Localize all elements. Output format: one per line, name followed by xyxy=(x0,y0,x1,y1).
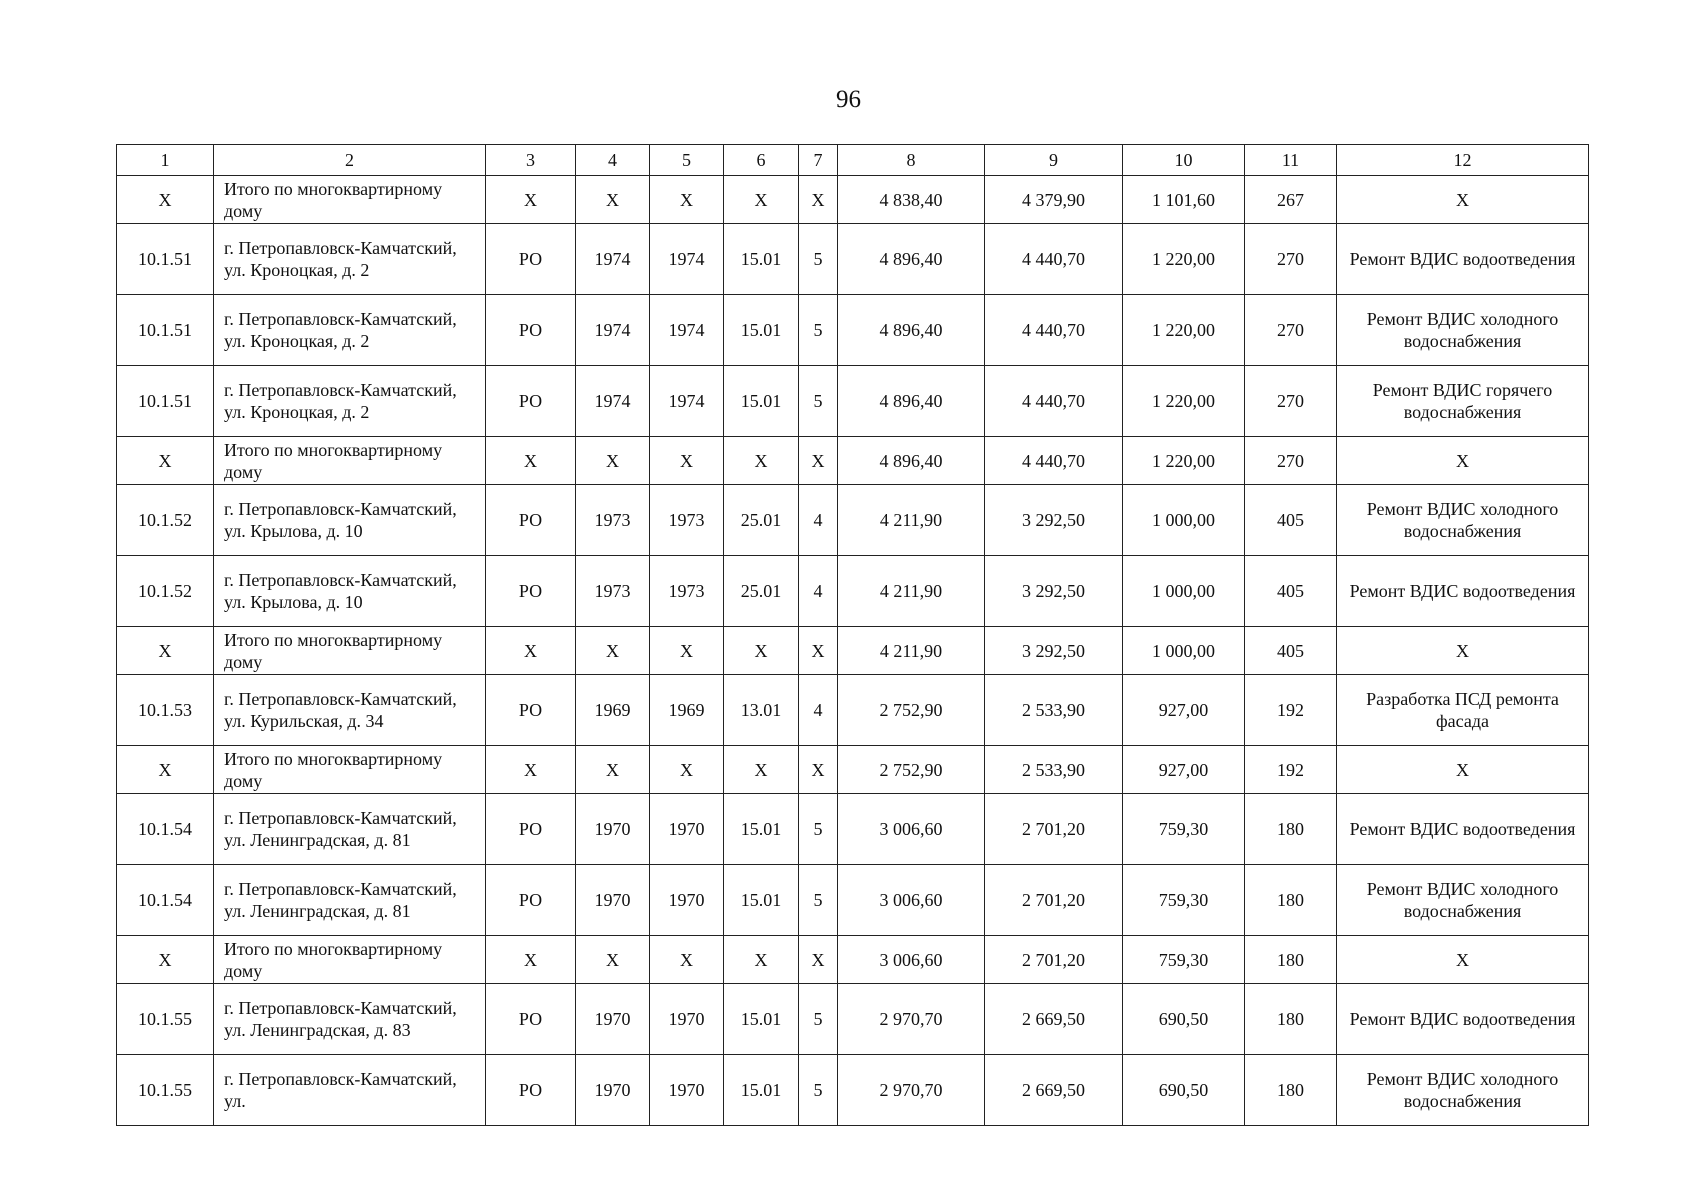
build-year-cell: 1970 xyxy=(576,1055,650,1126)
build-year-cell: 1970 xyxy=(576,794,650,865)
work-type-cell: Ремонт ВДИС горячего водоснабжения xyxy=(1337,366,1589,437)
commissioning-year-cell: 1974 xyxy=(650,366,724,437)
residential-area-cell: 4 379,90 xyxy=(985,176,1123,224)
common-area-cell: 1 000,00 xyxy=(1123,627,1245,675)
residential-area-cell: 2 669,50 xyxy=(985,1055,1123,1126)
commissioning-year-cell: 1970 xyxy=(650,984,724,1055)
total-area-cell: 4 211,90 xyxy=(838,556,985,627)
ownership-method-cell: РО xyxy=(486,865,576,936)
floors-cell: X xyxy=(799,176,838,224)
table-row xyxy=(117,556,1589,627)
wall-material-cell: X xyxy=(724,746,799,794)
total-area-cell: 4 211,90 xyxy=(838,627,985,675)
address-cell: Итого по многоквартирному дому xyxy=(214,746,486,794)
address-cell: г. Петропавловск-Камчатский, ул. Курильская, д. 34 xyxy=(214,675,486,746)
column-number: 2 xyxy=(214,145,486,176)
ownership-method-cell: X xyxy=(486,176,576,224)
table-row xyxy=(117,675,1589,746)
work-type-cell: Ремонт ВДИС холодного водоснабжения xyxy=(1337,295,1589,366)
column-number: 9 xyxy=(985,145,1123,176)
residents-count-cell: 270 xyxy=(1245,437,1337,485)
common-area-cell: 759,30 xyxy=(1123,865,1245,936)
ownership-method-cell: X xyxy=(486,437,576,485)
column-number: 7 xyxy=(799,145,838,176)
row-number-cell: 10.1.51 xyxy=(117,366,214,437)
residents-count-cell: 267 xyxy=(1245,176,1337,224)
common-area-cell: 927,00 xyxy=(1123,675,1245,746)
common-area-cell: 927,00 xyxy=(1123,746,1245,794)
commissioning-year-cell: X xyxy=(650,746,724,794)
common-area-cell: 759,30 xyxy=(1123,794,1245,865)
residential-area-cell: 2 701,20 xyxy=(985,794,1123,865)
row-number-cell: X xyxy=(117,437,214,485)
residents-count-cell: 405 xyxy=(1245,556,1337,627)
total-row xyxy=(117,176,1589,224)
total-row xyxy=(117,746,1589,794)
page-number: 96 xyxy=(836,86,861,113)
total-row xyxy=(117,437,1589,485)
column-number-row xyxy=(117,145,1589,176)
floors-cell: 5 xyxy=(799,1055,838,1126)
row-number-cell: 10.1.51 xyxy=(117,224,214,295)
total-area-cell: 4 896,40 xyxy=(838,295,985,366)
build-year-cell: 1974 xyxy=(576,295,650,366)
floors-cell: 5 xyxy=(799,295,838,366)
build-year-cell: 1973 xyxy=(576,485,650,556)
row-number-cell: X xyxy=(117,627,214,675)
build-year-cell: 1970 xyxy=(576,984,650,1055)
work-type-cell: X xyxy=(1337,176,1589,224)
wall-material-cell: 15.01 xyxy=(724,224,799,295)
build-year-cell: X xyxy=(576,176,650,224)
ownership-method-cell: РО xyxy=(486,485,576,556)
total-area-cell: 2 752,90 xyxy=(838,675,985,746)
total-area-cell: 4 896,40 xyxy=(838,224,985,295)
repair-program-table xyxy=(116,144,1589,1126)
common-area-cell: 1 220,00 xyxy=(1123,437,1245,485)
work-type-cell: X xyxy=(1337,746,1589,794)
total-area-cell: 2 752,90 xyxy=(838,746,985,794)
total-area-cell: 3 006,60 xyxy=(838,794,985,865)
wall-material-cell: 15.01 xyxy=(724,366,799,437)
total-area-cell: 4 896,40 xyxy=(838,437,985,485)
commissioning-year-cell: X xyxy=(650,176,724,224)
column-number: 6 xyxy=(724,145,799,176)
residential-area-cell: 2 701,20 xyxy=(985,865,1123,936)
build-year-cell: 1969 xyxy=(576,675,650,746)
build-year-cell: 1974 xyxy=(576,224,650,295)
address-cell: Итого по многоквартирному дому xyxy=(214,627,486,675)
common-area-cell: 1 220,00 xyxy=(1123,295,1245,366)
work-type-cell: Ремонт ВДИС водоотведения xyxy=(1337,556,1589,627)
build-year-cell: X xyxy=(576,437,650,485)
total-row xyxy=(117,627,1589,675)
residents-count-cell: 180 xyxy=(1245,865,1337,936)
wall-material-cell: 25.01 xyxy=(724,556,799,627)
floors-cell: 5 xyxy=(799,366,838,437)
wall-material-cell: X xyxy=(724,176,799,224)
work-type-cell: Ремонт ВДИС холодного водоснабжения xyxy=(1337,485,1589,556)
row-number-cell: 10.1.55 xyxy=(117,984,214,1055)
ownership-method-cell: X xyxy=(486,936,576,984)
commissioning-year-cell: 1970 xyxy=(650,1055,724,1126)
ownership-method-cell: РО xyxy=(486,224,576,295)
build-year-cell: X xyxy=(576,746,650,794)
commissioning-year-cell: X xyxy=(650,627,724,675)
column-number: 4 xyxy=(576,145,650,176)
work-type-cell: X xyxy=(1337,437,1589,485)
total-area-cell: 3 006,60 xyxy=(838,865,985,936)
wall-material-cell: X xyxy=(724,437,799,485)
work-type-cell: Ремонт ВДИС водоотведения xyxy=(1337,794,1589,865)
row-number-cell: 10.1.52 xyxy=(117,556,214,627)
table-row xyxy=(117,1055,1589,1126)
total-row xyxy=(117,936,1589,984)
row-number-cell: X xyxy=(117,176,214,224)
column-number: 1 xyxy=(117,145,214,176)
floors-cell: 4 xyxy=(799,675,838,746)
wall-material-cell: X xyxy=(724,936,799,984)
common-area-cell: 690,50 xyxy=(1123,984,1245,1055)
row-number-cell: 10.1.55 xyxy=(117,1055,214,1126)
total-area-cell: 2 970,70 xyxy=(838,984,985,1055)
residents-count-cell: 270 xyxy=(1245,366,1337,437)
common-area-cell: 690,50 xyxy=(1123,1055,1245,1126)
work-type-cell: Ремонт ВДИС водоотведения xyxy=(1337,224,1589,295)
work-type-cell: Ремонт ВДИС водоотведения xyxy=(1337,984,1589,1055)
ownership-method-cell: РО xyxy=(486,295,576,366)
wall-material-cell: X xyxy=(724,627,799,675)
commissioning-year-cell: 1973 xyxy=(650,556,724,627)
ownership-method-cell: РО xyxy=(486,1055,576,1126)
address-cell: г. Петропавловск-Камчатский, ул. Кроноцкая, д. 2 xyxy=(214,366,486,437)
commissioning-year-cell: 1970 xyxy=(650,865,724,936)
column-number: 10 xyxy=(1123,145,1245,176)
total-area-cell: 2 970,70 xyxy=(838,1055,985,1126)
floors-cell: 4 xyxy=(799,485,838,556)
column-number: 3 xyxy=(486,145,576,176)
build-year-cell: 1973 xyxy=(576,556,650,627)
table-row xyxy=(117,485,1589,556)
address-cell: г. Петропавловск-Камчатский, ул. Ленинградская, д. 81 xyxy=(214,865,486,936)
commissioning-year-cell: 1970 xyxy=(650,794,724,865)
floors-cell: 5 xyxy=(799,865,838,936)
residential-area-cell: 2 533,90 xyxy=(985,746,1123,794)
work-type-cell: Разработка ПСД ремонта фасада xyxy=(1337,675,1589,746)
ownership-method-cell: РО xyxy=(486,984,576,1055)
residents-count-cell: 405 xyxy=(1245,627,1337,675)
address-cell: г. Петропавловск-Камчатский, ул. xyxy=(214,1055,486,1126)
row-number-cell: 10.1.51 xyxy=(117,295,214,366)
total-area-cell: 3 006,60 xyxy=(838,936,985,984)
ownership-method-cell: X xyxy=(486,627,576,675)
address-cell: Итого по многоквартирному дому xyxy=(214,176,486,224)
commissioning-year-cell: 1973 xyxy=(650,485,724,556)
row-number-cell: X xyxy=(117,746,214,794)
residents-count-cell: 180 xyxy=(1245,936,1337,984)
wall-material-cell: 25.01 xyxy=(724,485,799,556)
address-cell: Итого по многоквартирному дому xyxy=(214,437,486,485)
floors-cell: 5 xyxy=(799,794,838,865)
wall-material-cell: 15.01 xyxy=(724,984,799,1055)
column-number: 12 xyxy=(1337,145,1589,176)
floors-cell: 4 xyxy=(799,556,838,627)
residential-area-cell: 3 292,50 xyxy=(985,556,1123,627)
residents-count-cell: 192 xyxy=(1245,746,1337,794)
floors-cell: X xyxy=(799,936,838,984)
row-number-cell: X xyxy=(117,936,214,984)
address-cell: г. Петропавловск-Камчатский, ул. Кроноцкая, д. 2 xyxy=(214,224,486,295)
address-cell: г. Петропавловск-Камчатский, ул. Ленинградская, д. 83 xyxy=(214,984,486,1055)
residents-count-cell: 180 xyxy=(1245,1055,1337,1126)
commissioning-year-cell: X xyxy=(650,437,724,485)
table-row xyxy=(117,984,1589,1055)
residential-area-cell: 2 701,20 xyxy=(985,936,1123,984)
residential-area-cell: 3 292,50 xyxy=(985,627,1123,675)
ownership-method-cell: РО xyxy=(486,556,576,627)
wall-material-cell: 15.01 xyxy=(724,295,799,366)
common-area-cell: 1 220,00 xyxy=(1123,224,1245,295)
commissioning-year-cell: 1974 xyxy=(650,295,724,366)
work-type-cell: Ремонт ВДИС холодного водоснабжения xyxy=(1337,1055,1589,1126)
commissioning-year-cell: 1969 xyxy=(650,675,724,746)
row-number-cell: 10.1.52 xyxy=(117,485,214,556)
build-year-cell: X xyxy=(576,936,650,984)
address-cell: г. Петропавловск-Камчатский, ул. Ленинградская, д. 81 xyxy=(214,794,486,865)
floors-cell: X xyxy=(799,627,838,675)
work-type-cell: Ремонт ВДИС холодного водоснабжения xyxy=(1337,865,1589,936)
common-area-cell: 1 220,00 xyxy=(1123,366,1245,437)
residential-area-cell: 4 440,70 xyxy=(985,366,1123,437)
address-cell: г. Петропавловск-Камчатский, ул. Крылова, д. 10 xyxy=(214,556,486,627)
ownership-method-cell: РО xyxy=(486,675,576,746)
common-area-cell: 1 000,00 xyxy=(1123,556,1245,627)
residential-area-cell: 2 533,90 xyxy=(985,675,1123,746)
table-body xyxy=(117,145,1589,1126)
build-year-cell: X xyxy=(576,627,650,675)
wall-material-cell: 15.01 xyxy=(724,794,799,865)
table-row xyxy=(117,224,1589,295)
floors-cell: X xyxy=(799,746,838,794)
address-cell: г. Петропавловск-Камчатский, ул. Кроноцкая, д. 2 xyxy=(214,295,486,366)
row-number-cell: 10.1.54 xyxy=(117,865,214,936)
floors-cell: 5 xyxy=(799,984,838,1055)
residents-count-cell: 180 xyxy=(1245,984,1337,1055)
table-row xyxy=(117,865,1589,936)
column-number: 11 xyxy=(1245,145,1337,176)
address-cell: г. Петропавловск-Камчатский, ул. Крылова, д. 10 xyxy=(214,485,486,556)
address-cell: Итого по многоквартирному дому xyxy=(214,936,486,984)
residential-area-cell: 3 292,50 xyxy=(985,485,1123,556)
common-area-cell: 1 000,00 xyxy=(1123,485,1245,556)
build-year-cell: 1970 xyxy=(576,865,650,936)
commissioning-year-cell: 1974 xyxy=(650,224,724,295)
wall-material-cell: 15.01 xyxy=(724,1055,799,1126)
residents-count-cell: 192 xyxy=(1245,675,1337,746)
ownership-method-cell: РО xyxy=(486,794,576,865)
column-number: 8 xyxy=(838,145,985,176)
residential-area-cell: 2 669,50 xyxy=(985,984,1123,1055)
table-row xyxy=(117,794,1589,865)
column-number: 5 xyxy=(650,145,724,176)
total-area-cell: 4 211,90 xyxy=(838,485,985,556)
residential-area-cell: 4 440,70 xyxy=(985,224,1123,295)
total-area-cell: 4 838,40 xyxy=(838,176,985,224)
row-number-cell: 10.1.53 xyxy=(117,675,214,746)
residential-area-cell: 4 440,70 xyxy=(985,437,1123,485)
ownership-method-cell: РО xyxy=(486,366,576,437)
ownership-method-cell: X xyxy=(486,746,576,794)
residents-count-cell: 270 xyxy=(1245,224,1337,295)
build-year-cell: 1974 xyxy=(576,366,650,437)
wall-material-cell: 13.01 xyxy=(724,675,799,746)
floors-cell: 5 xyxy=(799,224,838,295)
work-type-cell: X xyxy=(1337,936,1589,984)
residents-count-cell: 270 xyxy=(1245,295,1337,366)
work-type-cell: X xyxy=(1337,627,1589,675)
residential-area-cell: 4 440,70 xyxy=(985,295,1123,366)
commissioning-year-cell: X xyxy=(650,936,724,984)
common-area-cell: 759,30 xyxy=(1123,936,1245,984)
wall-material-cell: 15.01 xyxy=(724,865,799,936)
table-row xyxy=(117,295,1589,366)
total-area-cell: 4 896,40 xyxy=(838,366,985,437)
row-number-cell: 10.1.54 xyxy=(117,794,214,865)
common-area-cell: 1 101,60 xyxy=(1123,176,1245,224)
table-row xyxy=(117,366,1589,437)
residents-count-cell: 180 xyxy=(1245,794,1337,865)
floors-cell: X xyxy=(799,437,838,485)
residents-count-cell: 405 xyxy=(1245,485,1337,556)
